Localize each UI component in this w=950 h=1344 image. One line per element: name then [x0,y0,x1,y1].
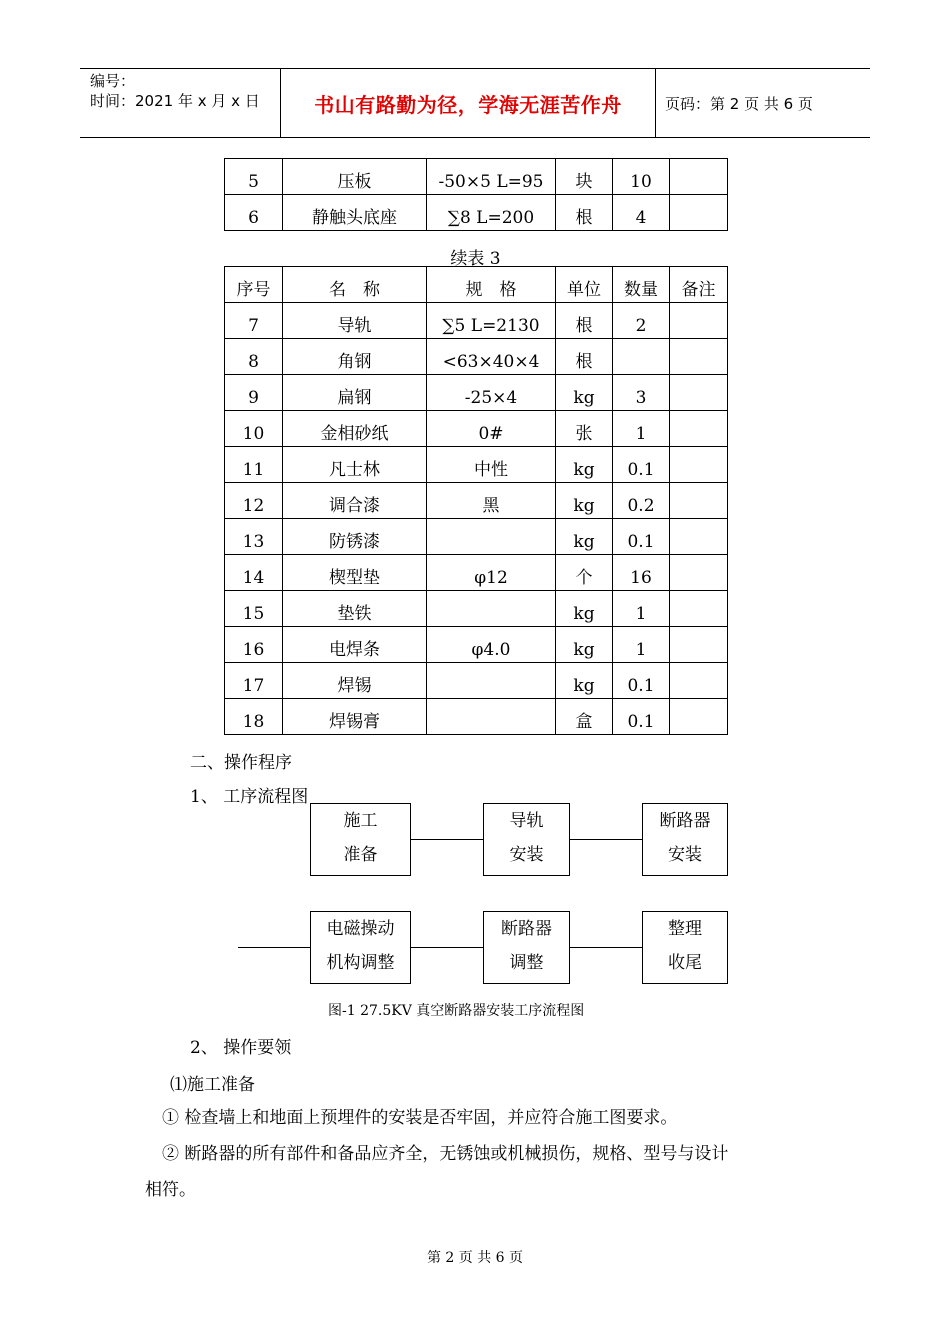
page-header [80,68,870,138]
flow-box-text: 施工 [343,811,378,831]
table-cell: 16 [613,555,670,591]
table-cell: 9 [225,375,283,411]
table-cell [613,339,670,375]
flow-box-construction-prep [310,803,411,876]
table-header-row [225,267,728,303]
table-cell: 15 [225,591,283,627]
table-header-cell: 名 称 [283,267,427,303]
table-cell: 楔型垫 [283,555,427,591]
table-cell: 4 [613,195,670,231]
table-cell: 3 [613,375,670,411]
table-cell: 个 [556,555,613,591]
table-cell: 根 [556,303,613,339]
table-row [225,699,728,735]
flow-box-breaker-install [642,803,728,876]
table-cell [670,375,728,411]
table-cell: 金相砂纸 [283,411,427,447]
point-2-line-1: ② 断路器的所有部件和备品应齐全，无锈蚀或机械损伤，规格、型号与设计 [162,1144,729,1164]
table-cell: 16 [225,627,283,663]
subsection-flowchart-title: 1、 工序流程图 [190,787,309,807]
table-header-cell: 备注 [670,267,728,303]
table-cell: kg [556,375,613,411]
table-cell: kg [556,591,613,627]
table-row [225,627,728,663]
table-cell [427,591,556,627]
figure-caption: 图-1 27.5KV 真空断路器安装工序流程图 [328,1003,585,1019]
table-cell: 1 [613,411,670,447]
table-cell: 0.2 [613,483,670,519]
table-cell: 防锈漆 [283,519,427,555]
table-cell: 10 [613,159,670,195]
table-cell: 18 [225,699,283,735]
table-cell: 电焊条 [283,627,427,663]
table-cell: 块 [556,159,613,195]
table-cell [670,411,728,447]
table-cell: kg [556,447,613,483]
flow-box-mechanism-adjust [310,911,411,984]
table-cell [670,555,728,591]
table-cell: 10 [225,411,283,447]
flow-box-rail-install [483,803,570,876]
flow-box-text: 准备 [343,845,378,865]
header-page-info: 页码：第 2 页 共 6 页 [665,94,813,113]
table-cell: 凡士林 [283,447,427,483]
table-cell: 焊锡膏 [283,699,427,735]
flow-box-text: 电磁操动 [326,919,395,939]
flow-connector [411,947,483,948]
table-cell: 0.1 [613,663,670,699]
section-title: 二、操作程序 [190,753,292,773]
table-cell [670,159,728,195]
table-cell: 7 [225,303,283,339]
flow-connector [411,839,483,840]
table-cell [670,519,728,555]
table-cell: 扁钢 [283,375,427,411]
table-cell: -25×4 [427,375,556,411]
table-cell: ∑5 L=2130 [427,303,556,339]
table-row [225,411,728,447]
table-cell: 黑 [427,483,556,519]
table-cell [670,303,728,339]
table-cell: <63×40×4 [427,339,556,375]
table-row [225,519,728,555]
subsection-operation-title: 2、 操作要领 [190,1038,292,1058]
flow-connector [238,947,310,948]
table-row [225,195,728,231]
table-cell: 0.1 [613,519,670,555]
table-cell: kg [556,519,613,555]
flow-box-text: 调整 [509,953,544,973]
table-row [225,555,728,591]
table-cell: 5 [225,159,283,195]
table-cell: 角钢 [283,339,427,375]
materials-table [224,266,728,735]
flow-box-text: 整理 [668,919,702,939]
flow-box-text: 机构调整 [326,953,395,973]
table-cell: 根 [556,195,613,231]
flow-connector [570,947,642,948]
flow-box-breaker-adjust [483,911,570,984]
table-cell [427,519,556,555]
table-cell: 焊锡 [283,663,427,699]
table-cell: 调合漆 [283,483,427,519]
table-cell: φ4.0 [427,627,556,663]
table-header-cell: 规 格 [427,267,556,303]
table-cell: 静触头底座 [283,195,427,231]
point-1: ① 检查墙上和地面上预埋件的安装是否牢固，并应符合施工图要求。 [162,1108,678,1128]
table-caption: 续表 3 [450,249,501,269]
table-cell: 13 [225,519,283,555]
header-meta [80,69,280,137]
table-cell: 1 [613,627,670,663]
table-cell: 17 [225,663,283,699]
flow-box-text: 断路器 [501,919,552,939]
table-cell [670,591,728,627]
table-cell: 导轨 [283,303,427,339]
page-footer: 第 2 页 共 6 页 [426,1250,524,1266]
table-cell: 压板 [283,159,427,195]
flow-box-text: 导轨 [509,811,544,831]
table-row [225,591,728,627]
table-cell: 垫铁 [283,591,427,627]
table-cell: 11 [225,447,283,483]
table-cell [670,447,728,483]
serial-label: 编号： [90,72,136,90]
table-cell: ∑8 L=200 [427,195,556,231]
flow-box-finishing [642,911,728,984]
table-cell: 中性 [427,447,556,483]
table-cell [427,663,556,699]
table-cell [670,699,728,735]
table-cell: -50×5 L=95 [427,159,556,195]
table-cell [670,663,728,699]
table-row [225,375,728,411]
table-cell: 0# [427,411,556,447]
materials-table-top [224,158,728,231]
table-cell [670,339,728,375]
table-cell: 张 [556,411,613,447]
table-row [225,303,728,339]
table-row [225,339,728,375]
table-cell: 14 [225,555,283,591]
table-cell: kg [556,663,613,699]
table-cell [670,483,728,519]
time-label: 时间：2021 年 x 月 x 日 [90,92,260,110]
table-cell: 根 [556,339,613,375]
table-cell: 2 [613,303,670,339]
table-row [225,159,728,195]
table-header-cell: 数量 [613,267,670,303]
header-motto: 书山有路勤为径，学海无涯苦作舟 [280,69,656,137]
table-row [225,483,728,519]
table-cell: 盒 [556,699,613,735]
table-cell [670,627,728,663]
table-cell: 6 [225,195,283,231]
table-header-cell: 序号 [225,267,283,303]
table-cell: 0.1 [613,447,670,483]
item-construction-prep: ⑴施工准备 [170,1075,255,1095]
flow-connector [570,839,642,840]
table-row [225,663,728,699]
table-cell: 12 [225,483,283,519]
table-cell: 8 [225,339,283,375]
flow-box-text: 收尾 [668,953,702,973]
table-cell [427,699,556,735]
table-cell: kg [556,627,613,663]
flow-box-text: 安装 [509,845,544,865]
flow-box-text: 断路器 [659,811,711,831]
table-cell: φ12 [427,555,556,591]
table-cell: 1 [613,591,670,627]
table-header-cell: 单位 [556,267,613,303]
table-row [225,447,728,483]
table-cell: 0.1 [613,699,670,735]
table-cell [670,195,728,231]
point-2-line-2: 相符。 [145,1180,196,1200]
table-cell: kg [556,483,613,519]
flow-box-text: 安装 [668,845,702,865]
